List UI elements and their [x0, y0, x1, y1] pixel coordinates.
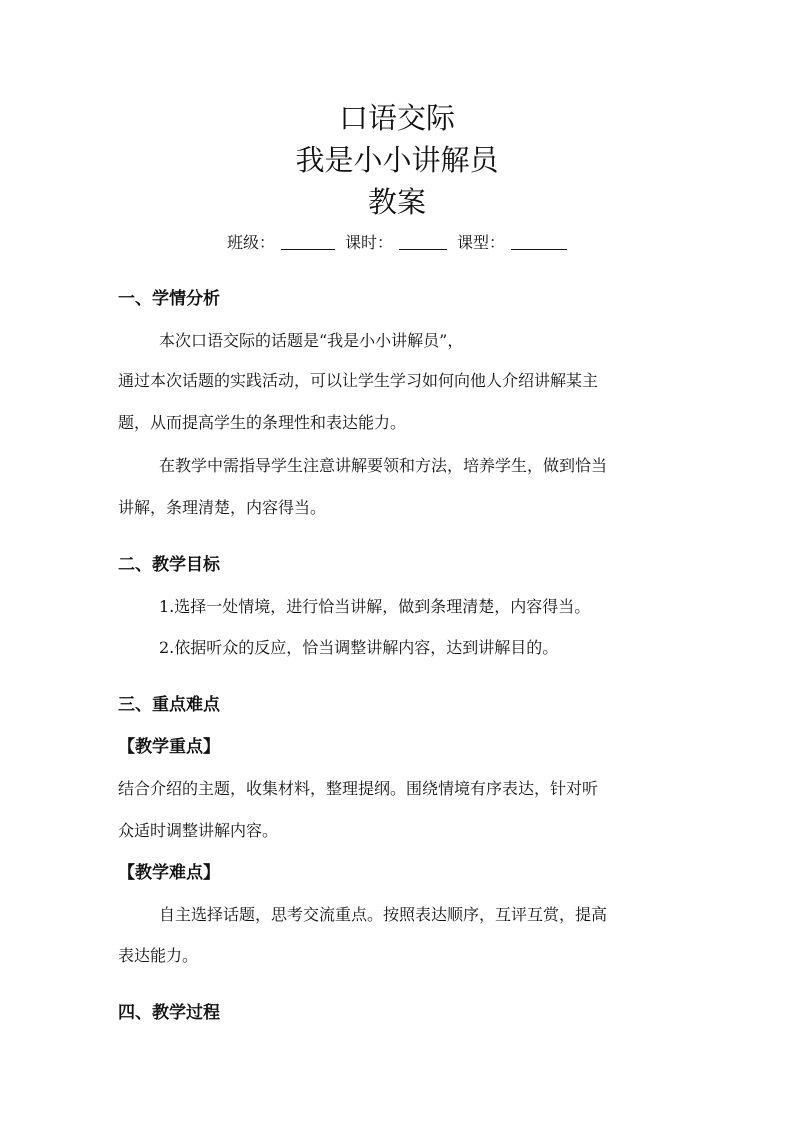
analysis-line-3: 题，从而提高学生的条理性和表达能力。 — [118, 413, 407, 432]
section-heading-process: 四、教学过程 — [118, 1003, 220, 1023]
goal-item-1: 1.选择一处情境，进行恰当讲解，做到条理清楚，内容得当。 — [159, 597, 591, 616]
type-label: 课型： — [457, 233, 506, 252]
analysis-line-2: 通过本次话题的实践活动，可以让学生学习如何向他人介绍讲解某主 — [118, 371, 599, 390]
hours-label: 课时： — [344, 233, 393, 252]
difficulties-label: 【教学难点】 — [118, 863, 220, 883]
analysis-line-1: 本次口语交际的话题是“我是小小讲解员”， — [159, 331, 464, 350]
analysis-line-4: 在教学中需指导学生注意讲解要领和方法，培养学生，做到恰当 — [159, 456, 608, 475]
key-points-line-2: 众适时调整讲解内容。 — [118, 821, 279, 840]
difficulties-line-1: 自主选择话题，思考交流重点。按照表达顺序，互评互赏，提高 — [159, 905, 608, 924]
section-heading-focus: 三、重点难点 — [118, 695, 220, 715]
key-points-line-1: 结合介绍的主题，收集材料，整理提纲。围绕情境有序表达，针对听 — [118, 779, 599, 798]
difficulties-line-2: 表达能力。 — [118, 946, 199, 965]
title-line-2: 我是小小讲解员 — [295, 143, 499, 177]
title-line-1: 口语交际 — [338, 101, 455, 135]
goal-item-2: 2.依据听众的反应，恰当调整讲解内容，达到讲解目的。 — [159, 638, 559, 657]
class-label: 班级： — [226, 233, 275, 252]
section-heading-analysis: 一、学情分析 — [118, 289, 220, 309]
hours-blank — [399, 233, 447, 250]
key-points-label: 【教学重点】 — [118, 737, 220, 757]
type-blank — [511, 233, 567, 250]
class-info-line — [0, 232, 794, 254]
analysis-line-5: 讲解，条理清楚，内容得当。 — [118, 498, 327, 517]
section-heading-goals: 二、教学目标 — [118, 555, 220, 575]
class-blank — [281, 233, 335, 250]
title-line-3: 教案 — [367, 185, 426, 219]
